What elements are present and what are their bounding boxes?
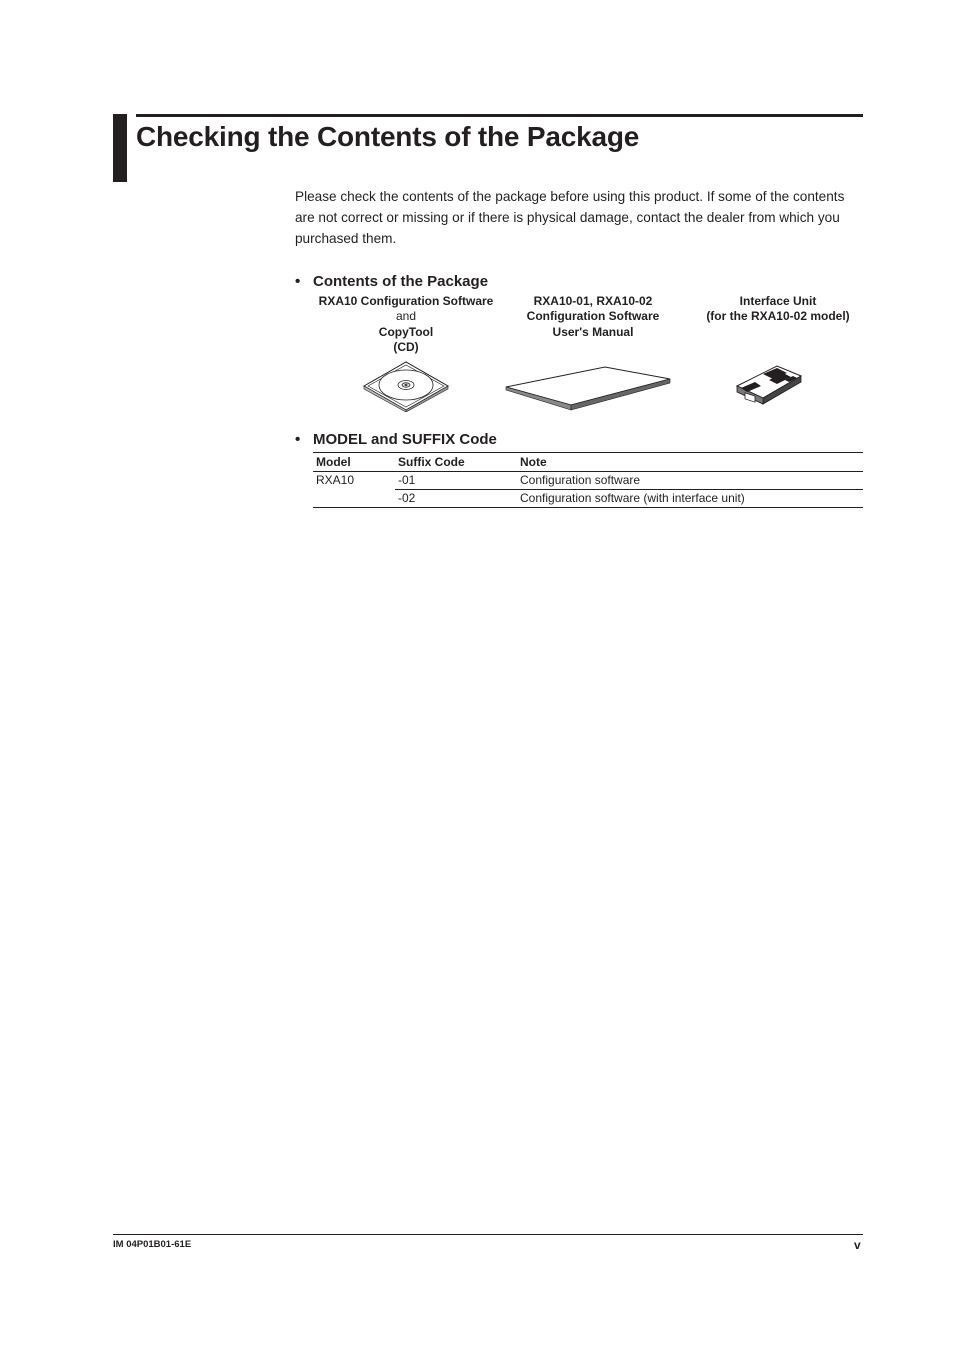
- manual-line2: Configuration Software: [526, 309, 660, 324]
- footer-rule: [113, 1234, 863, 1235]
- header-suffix-code: Suffix Code: [395, 453, 517, 472]
- manual-line3: User's Manual: [552, 324, 634, 339]
- footer-doc-number: IM 04P01B01-61E: [113, 1239, 192, 1250]
- footer-page-number: v: [854, 1238, 861, 1252]
- manual-icon: [503, 365, 673, 415]
- table-row: [313, 472, 863, 490]
- interface-unit-icon: [733, 362, 805, 406]
- model-heading-text: MODEL and SUFFIX Code: [313, 431, 497, 448]
- cd-line1: RXA10 Configuration Software: [318, 294, 494, 308]
- header-note: Note: [517, 453, 863, 472]
- page-title: Checking the Contents of the Package: [136, 121, 640, 152]
- title-rule: [136, 114, 863, 117]
- cd-line4: (CD): [393, 339, 419, 354]
- cell-model: RXA10: [316, 473, 355, 488]
- package-item-manual: [493, 294, 693, 340]
- contents-heading: [295, 273, 488, 290]
- contents-heading-text: Contents of the Package: [313, 273, 489, 290]
- cell-model: [313, 490, 395, 508]
- bullet-icon: •: [295, 273, 301, 290]
- cd-icon: [362, 360, 450, 412]
- model-heading: [295, 431, 497, 448]
- interface-line1: Interface Unit: [739, 294, 817, 308]
- package-item-interface: [678, 294, 878, 325]
- cell-suffix: -01: [395, 472, 517, 490]
- intro-paragraph: Please check the contents of the package before using this product. If some of the contents are not correct or missing or if there is physical damage, contact the dealer from which you purchased them.: [295, 189, 845, 246]
- table-row: [313, 490, 863, 508]
- interface-line2: (for the RXA10-02 model): [706, 309, 850, 324]
- header-model: Model: [313, 453, 395, 472]
- cell-suffix: -02: [395, 490, 517, 508]
- cell-note: Configuration software (with interface unit): [517, 490, 863, 508]
- cell-note: Configuration software: [517, 472, 863, 490]
- bullet-icon: •: [295, 431, 301, 448]
- model-suffix-table: [313, 452, 863, 508]
- title-accent-bar: [113, 114, 127, 182]
- cd-line3: CopyTool: [378, 324, 434, 339]
- manual-line1: RXA10-01, RXA10-02: [533, 294, 653, 308]
- package-item-cd: [306, 294, 506, 355]
- cd-line2: and: [395, 309, 417, 324]
- table-header-row: [313, 453, 863, 472]
